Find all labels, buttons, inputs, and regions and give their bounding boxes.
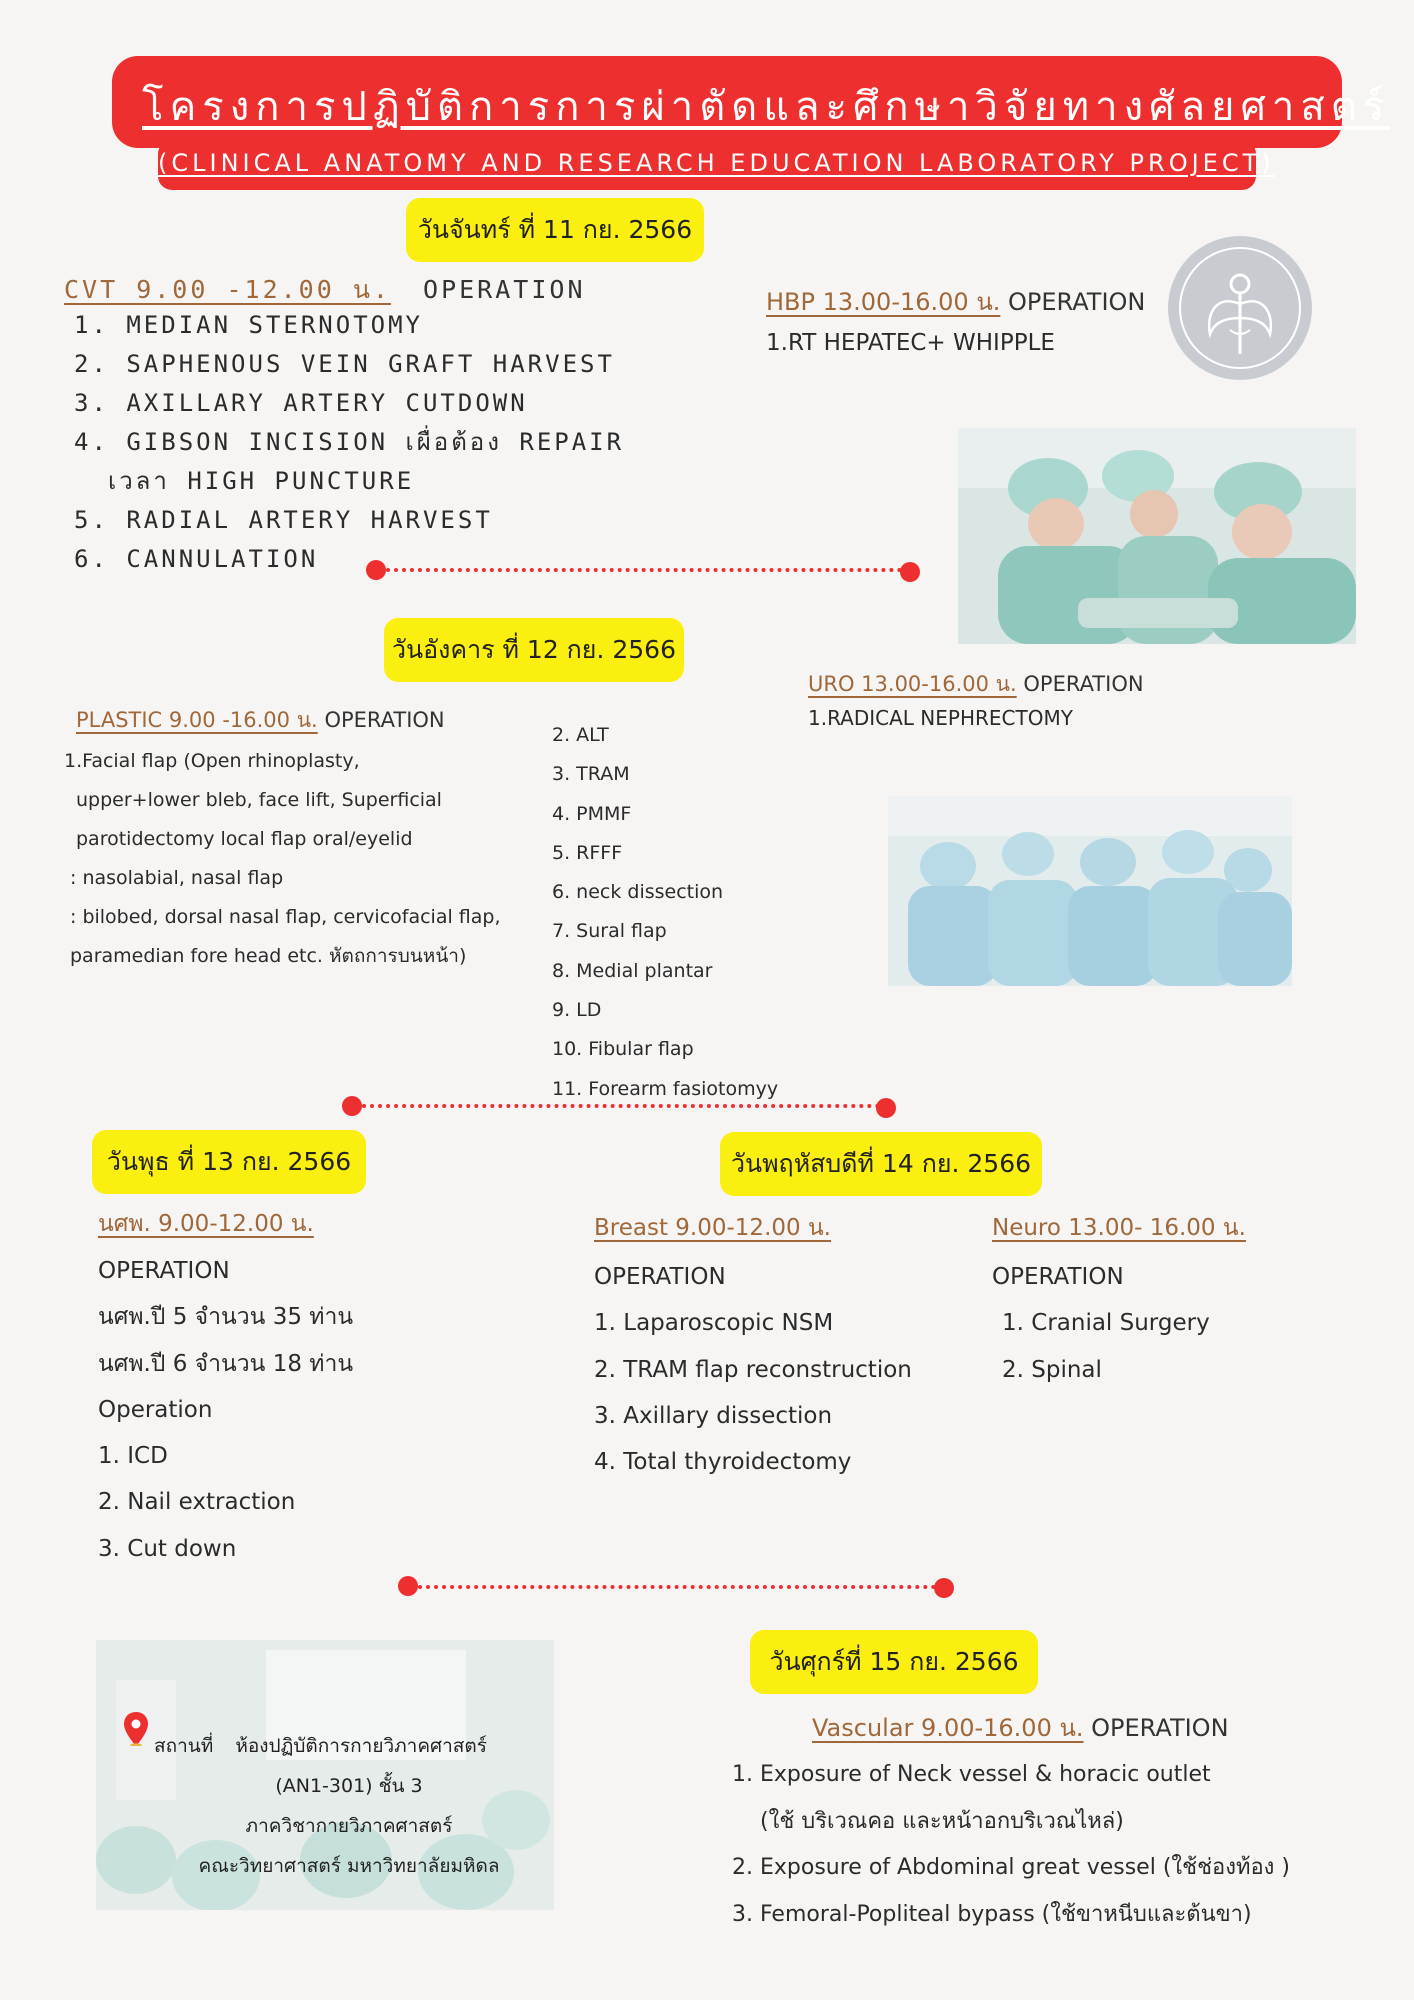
plastic-time: PLASTIC 9.00 -16.00 น. [76,708,318,732]
list-item: 9. LD [552,999,602,1022]
wednesday-time: นศพ. 9.00-12.00 น. [98,1211,314,1237]
divider-dot [876,1098,896,1118]
list-item: นศพ.ปี 6 จำนวน 18 ท่าน [98,1350,354,1377]
list-item: 1. ICD [98,1443,168,1470]
plastic-list-left [64,742,501,976]
list-item: 3. AXILLARY ARTERY CUTDOWN [74,389,528,417]
cvt-heading [64,270,586,310]
hbp-heading [766,282,1145,321]
uro-item: 1.RADICAL NEPHRECTOMY [808,706,1073,730]
list-item: 3. Cut down [98,1535,237,1562]
list-item: 2. SAPHENOUS VEIN GRAFT HARVEST [74,350,615,378]
list-item: paramedian fore head etc. หัตถการบนหน้า) [70,945,467,967]
divider-dot [342,1096,362,1116]
cvt-time: CVT 9.00 -12.00 น. [64,275,391,304]
list-item: upper+lower bleb, face lift, Superficial [76,789,442,811]
page-title: โครงการปฏิบัติการการผ่าตัดและศึกษาวิจัยทางศัลยศาสตร์ [142,84,1391,130]
list-item: 2. ALT [552,724,609,746]
vascular-list [732,1752,1290,1938]
list-item: OPERATION [992,1264,1124,1290]
location-line: ห้องปฏิบัติการกายวิภาคศาสตร์ [235,1735,487,1757]
list-item: 1. Cranial Surgery [1002,1310,1210,1337]
list-item: 8. Medial plantar [552,959,713,982]
neuro-time: Neuro 13.00- 16.00 น. [992,1215,1246,1241]
list-item: 1. Exposure of Neck vessel & horacic outlet [732,1762,1211,1787]
vascular-time: Vascular 9.00-16.00 น. [812,1714,1084,1742]
location-line: ภาควิชากายวิภาคศาสตร์ [245,1815,453,1837]
cvt-operation-label: OPERATION [423,275,586,304]
list-item: parotidectomy local flap oral/eyelid [76,828,413,850]
hbp-operation-label: OPERATION [1008,288,1146,316]
list-item: : bilobed, dorsal nasal flap, cervicofacial flap, [70,906,501,928]
divider-dot [366,560,386,580]
list-item: Operation [98,1396,213,1423]
day-label-thursday: วันพฤหัสบดีที่ 14 กย. 2566 [720,1132,1042,1196]
breast-list [594,1254,912,1485]
vascular-operation-label: OPERATION [1091,1714,1229,1742]
location-line: (AN1-301) ชั้น 3 [275,1775,423,1797]
list-item: 3. Femoral-Popliteal bypass (ใช้ขาหนีบและต้นขา) [732,1901,1252,1927]
plastic-list-right [552,716,778,1109]
list-item: เวลา HIGH PUNCTURE [108,467,415,495]
subtitle-banner [158,140,1275,190]
surgery-photo-2 [888,796,1292,986]
list-item: 4. PMMF [552,802,632,825]
list-item: 6. neck dissection [552,881,724,904]
list-item: 2. TRAM flap reconstruction [594,1356,912,1383]
wednesday-heading [98,1206,314,1242]
cvt-list [74,306,624,579]
location-pin-icon [124,1712,148,1746]
divider-dot [934,1578,954,1598]
uro-operation-label: OPERATION [1023,672,1144,696]
list-item: 4. GIBSON INCISION เผื่อต้อง REPAIR [74,428,625,456]
divider-line [418,1585,944,1589]
list-item: 11. Forearm fasiotomyy [552,1077,779,1100]
list-item: 6. CANNULATION [74,545,319,573]
day-label-friday: วันศุกร์ที่ 15 กย. 2566 [750,1630,1038,1694]
list-item: OPERATION [98,1258,230,1284]
location-line: คณะวิทยาศาสตร์ มหาวิทยาลัยมหิดล [198,1855,500,1877]
vascular-heading [812,1708,1229,1747]
list-item: 2. Exposure of Abdominal great vessel (ใช้ช่องท้อง ) [732,1855,1290,1880]
breast-heading [594,1210,831,1246]
list-item: (ใช้ บริเวณคอ และหน้าอกบริเวณไหล่) [760,1808,1124,1834]
day-label-tuesday: วันอังคาร ที่ 12 กย. 2566 [384,618,684,682]
logo-seal [1166,234,1314,382]
uro-time: URO 13.00-16.00 น. [808,672,1017,696]
list-item: : nasolabial, nasal flap [70,867,284,889]
location-text [154,1726,544,1886]
list-item: นศพ.ปี 5 จำนวน 35 ท่าน [98,1304,354,1331]
divider-dot [398,1576,418,1596]
list-item: 1. MEDIAN STERNOTOMY [74,311,423,339]
day-label-monday: วันจันทร์ ที่ 11 กย. 2566 [406,198,704,262]
divider-line [386,568,902,572]
list-item: 1.Facial flap (Open rhinoplasty, [64,750,360,772]
list-item: 4. Total thyroidectomy [594,1449,852,1476]
list-item: 7. Sural flap [552,920,667,943]
day-label-wednesday: วันพุธ ที่ 13 กย. 2566 [92,1130,366,1194]
title-banner [112,56,1391,148]
plastic-operation-label: OPERATION [324,708,445,732]
list-item: 2. Nail extraction [98,1489,296,1516]
neuro-list [992,1254,1210,1393]
page-subtitle: (CLINICAL ANATOMY AND RESEARCH EDUCATION LABORATORY PROJECT) [158,149,1275,177]
list-item: 3. Axillary dissection [594,1402,833,1429]
list-item: 2. Spinal [1002,1356,1102,1383]
list-item: 1. Laparoscopic NSM [594,1310,834,1337]
divider-dot [900,562,920,582]
list-item: 5. RADIAL ARTERY HARVEST [74,506,493,534]
location-label: สถานที่ [154,1735,214,1757]
location-panel [96,1640,554,1910]
breast-time: Breast 9.00-12.00 น. [594,1215,831,1241]
list-item: 5. RFFF [552,841,623,864]
hbp-time: HBP 13.00-16.00 น. [766,288,1001,316]
list-item: 10. Fibular flap [552,1038,694,1061]
surgery-photo-1 [958,428,1356,644]
list-item: OPERATION [594,1264,726,1290]
plastic-heading [76,704,445,737]
divider-line [362,1104,880,1108]
uro-heading [808,668,1144,701]
hbp-item: 1.RT HEPATEC+ WHIPPLE [766,330,1055,356]
list-item: 3. TRAM [552,763,630,786]
neuro-heading [992,1210,1246,1246]
wednesday-list [98,1248,353,1572]
